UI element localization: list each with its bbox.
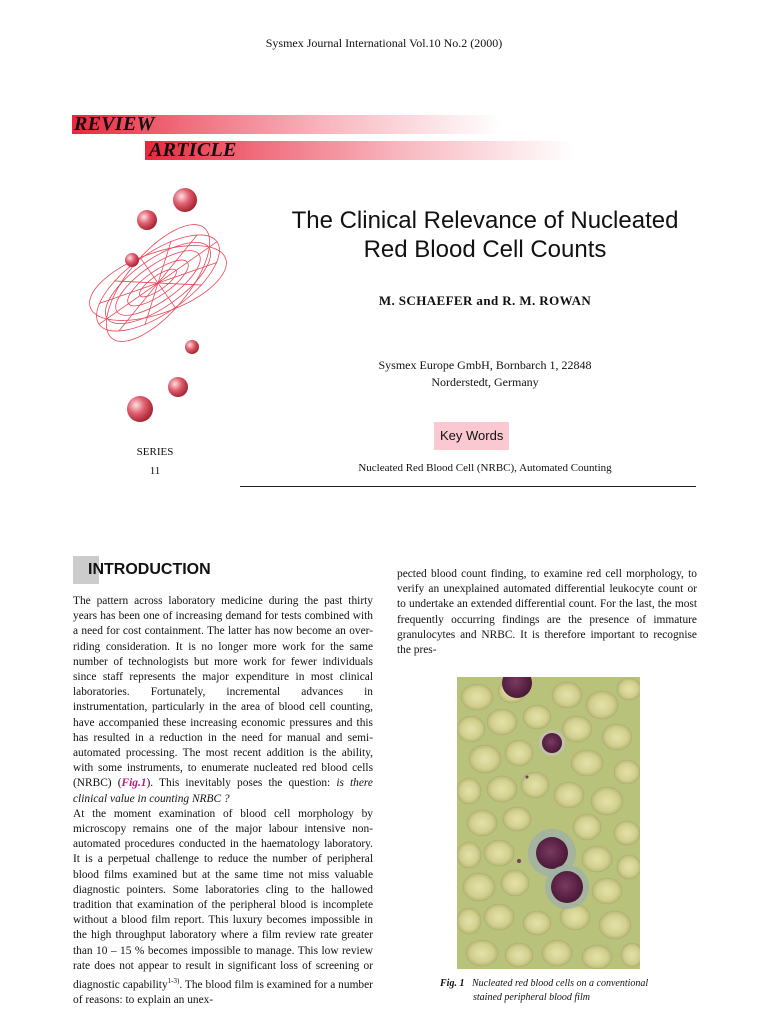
caption-line-1 [440, 977, 670, 991]
banner-article: ARTICLE [149, 139, 237, 161]
series-text: SERIES [136, 446, 174, 458]
title-line-2: Red Blood Cell Counts [363, 236, 607, 263]
text-run: At the moment examination of blood cell morphology by microscopy remains one of the major labour intensive non-automated procedures conducted in the haematology laboratory. It is a perpetual challenge to reduce the number of peripheral blood films examined but at the same time not miss valuable diagnostic pointers. Some laboratories cling to the hallowed tradition that examination of the peripheral blood is incomplete without a blood film report. This luxury becomes impossible in the high throughput laboratory where a film review rate greater than 10 – 15 % becomes impossible to manage. This low review rate does not appear to result in significant loss of screening or diagnostic capability [73, 807, 373, 991]
affiliation [240, 357, 730, 391]
affiliation-line-2: Norderstedt, Germany [431, 375, 539, 389]
blood-film-micrograph [457, 677, 640, 969]
text-run: . The blood film is examined for a number of reasons: to explain an unex- [73, 978, 373, 1007]
affiliation-line-1: Sysmex Europe GmbH, Bornbarch 1, 22848 [378, 358, 592, 372]
body-column-right [397, 567, 697, 658]
red-cell-wireframe-logo [80, 180, 240, 430]
authors: M. SCHAEFER and R. M. ROWAN [378, 293, 592, 308]
text-run: The pattern across laboratory medicine during the past thirty years has been one of increasing demand for tests combined with a need for cost containment. The latter has now become an over-riding consideration. It is no longer more work for the same number of technologists but more work for fewer individuals since staff represents the major expenditure in most clinical laboratories. Fortunately, incremental advances in instrumentation, particularly in the area of blood cell counting, have accompanied these increasing economic pressures and this has resulted in a reduction in the need for manual and semi-automated processing. The most recent addition is the ability, with some instruments, to enumerate nucleated red blood cells (NRBC) ( [73, 595, 373, 790]
title-line-1: The Clinical Relevance of Nucleated [291, 207, 679, 234]
keywords-label: Key Words [434, 422, 509, 450]
journal-header: Sysmex Journal International Vol.10 No.2 (2000) [265, 36, 503, 50]
figure-caption [440, 977, 670, 1005]
section-heading: INTRODUCTION [88, 561, 211, 578]
body-column-left [73, 594, 373, 1008]
header-divider [240, 486, 696, 487]
banner-review: REVIEW [74, 113, 155, 135]
text-run: ). This inevitably poses the question: [146, 777, 337, 790]
caption-text-1: Nucleated red blood cells on a conventional [471, 978, 649, 989]
citation-superscript: 1-3) [167, 977, 180, 986]
paragraph-morphology [73, 807, 373, 1008]
series-number: 11 [149, 465, 161, 477]
keywords-list: Nucleated Red Blood Cell (NRBC), Automated Counting [358, 462, 612, 474]
article-title [240, 206, 730, 264]
paragraph-intro [73, 594, 373, 807]
series-label [120, 443, 190, 481]
paragraph-continued: pected blood count finding, to examine red cell morphology, to verify an unexplained automated differential leukocyte count or to undertake an extended differential count. For the last, the most frequently occurring findings are the presence of immature granulocytes and NRBC. It is therefore important to recognise the pres- [397, 568, 697, 657]
figure-label: Fig. 1 [440, 978, 465, 989]
figure-reference-link[interactable]: Fig.1 [121, 777, 147, 790]
caption-line-2: stained peripheral blood film [473, 992, 590, 1003]
research-question: is there clinical value in counting NRBC ? [73, 777, 373, 805]
